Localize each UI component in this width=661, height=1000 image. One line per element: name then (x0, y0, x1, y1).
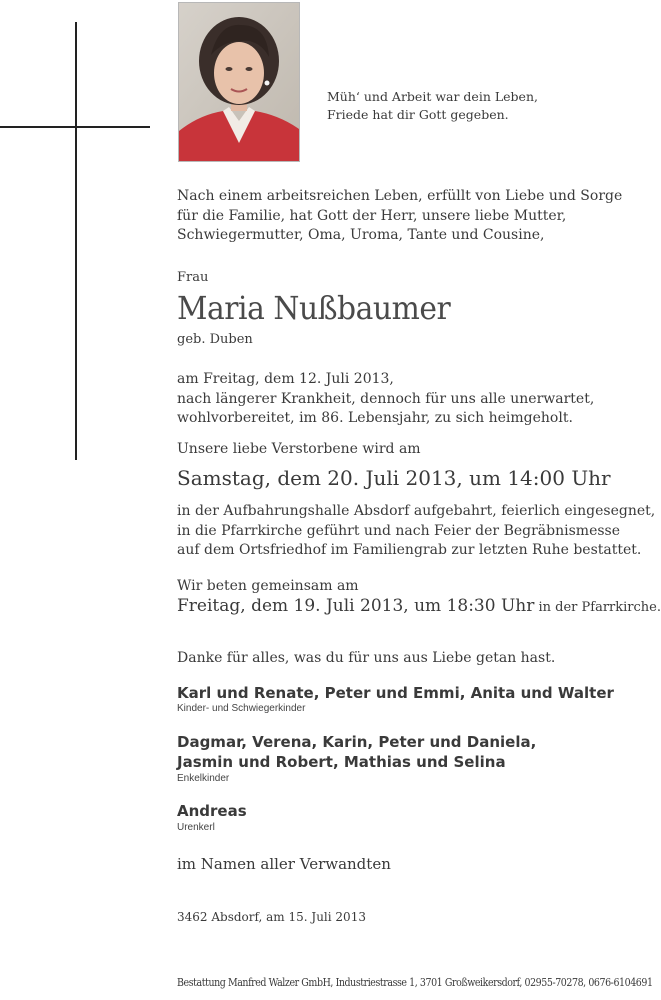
grandchildren-line-2: Jasmin und Robert, Mathias und Selina (177, 753, 506, 771)
cross-horizontal-bar (0, 126, 150, 128)
funeral-line-2: in die Pfarrkirche geführt und nach Feier der Begräbnismesse (177, 522, 621, 539)
quote-line-2: Friede hat dir Gott gegeben. (327, 107, 509, 122)
quote (327, 88, 538, 124)
undertaker-footer: Bestattung Manfred Walzer GmbH, Industriestrasse 1, 3701 Großweikersdorf, 02955-70278, 0676-6104691 (177, 976, 653, 989)
death-line-3: wohlvorbereitet, im 86. Lebensjahr, zu sich heimgeholt. (177, 410, 573, 426)
intro-line-1: Nach einem arbeitsreichen Leben, erfüllt von Liebe und Sorge (177, 188, 623, 204)
funeral-paragraph (177, 502, 655, 561)
funeral-date: Samstag, dem 20. Juli 2013, um 14:00 Uhr (177, 466, 611, 490)
mass-location: in der Pfarrkirche. (534, 600, 661, 615)
funeral-line-1: in der Aufbahrungshalle Absdorf aufgebahrt, feierlich eingesegnet, (177, 503, 656, 519)
salutation: Frau (177, 270, 209, 285)
mass-line (177, 596, 661, 616)
mass-date: Freitag, dem 19. Juli 2013, um 18:30 Uhr (177, 596, 535, 616)
deceased-name: Maria Nußbaumer (177, 289, 451, 327)
family-children-names: Karl und Renate, Peter und Emmi, Anita und Walter (177, 684, 614, 702)
mass-intro: Wir beten gemeinsam am (177, 578, 359, 594)
relatives-line: im Namen aller Verwandten (177, 855, 391, 873)
family-greatgrandchild-name: Andreas (177, 802, 247, 820)
death-line-1: am Freitag, dem 12. Juli 2013, (177, 371, 394, 387)
grandchildren-line-1: Dagmar, Verena, Karin, Peter und Daniela, (177, 733, 537, 751)
thanks-line: Danke für alles, was du für uns aus Liebe getan hast. (177, 650, 556, 666)
intro-line-2: für die Familie, hat Gott der Herr, unsere liebe Mutter, (177, 207, 567, 224)
maiden-name: geb. Duben (177, 332, 253, 347)
death-paragraph (177, 370, 594, 429)
family-grandchildren-names (177, 732, 536, 772)
portrait-photo (178, 2, 300, 162)
intro-line-3: Schwiegermutter, Oma, Uroma, Tante und Cousine, (177, 227, 545, 243)
funeral-intro: Unsere liebe Verstorbene wird am (177, 441, 421, 457)
place-date: 3462 Absdorf, am 15. Juli 2013 (177, 910, 366, 924)
cross-vertical-bar (75, 22, 77, 460)
intro-paragraph (177, 187, 622, 246)
death-line-2: nach längerer Krankheit, dennoch für uns alle unerwartet, (177, 390, 595, 407)
funeral-line-3: auf dem Ortsfriedhof im Familiengrab zur letzten Ruhe bestattet. (177, 542, 642, 558)
family-grandchildren-role: Enkelkinder (177, 773, 230, 784)
family-children-role: Kinder- und Schwiegerkinder (177, 703, 306, 714)
quote-line-1: Müh‘ und Arbeit war dein Leben, (327, 89, 538, 104)
family-greatgrandchild-role: Urenkerl (177, 822, 215, 833)
